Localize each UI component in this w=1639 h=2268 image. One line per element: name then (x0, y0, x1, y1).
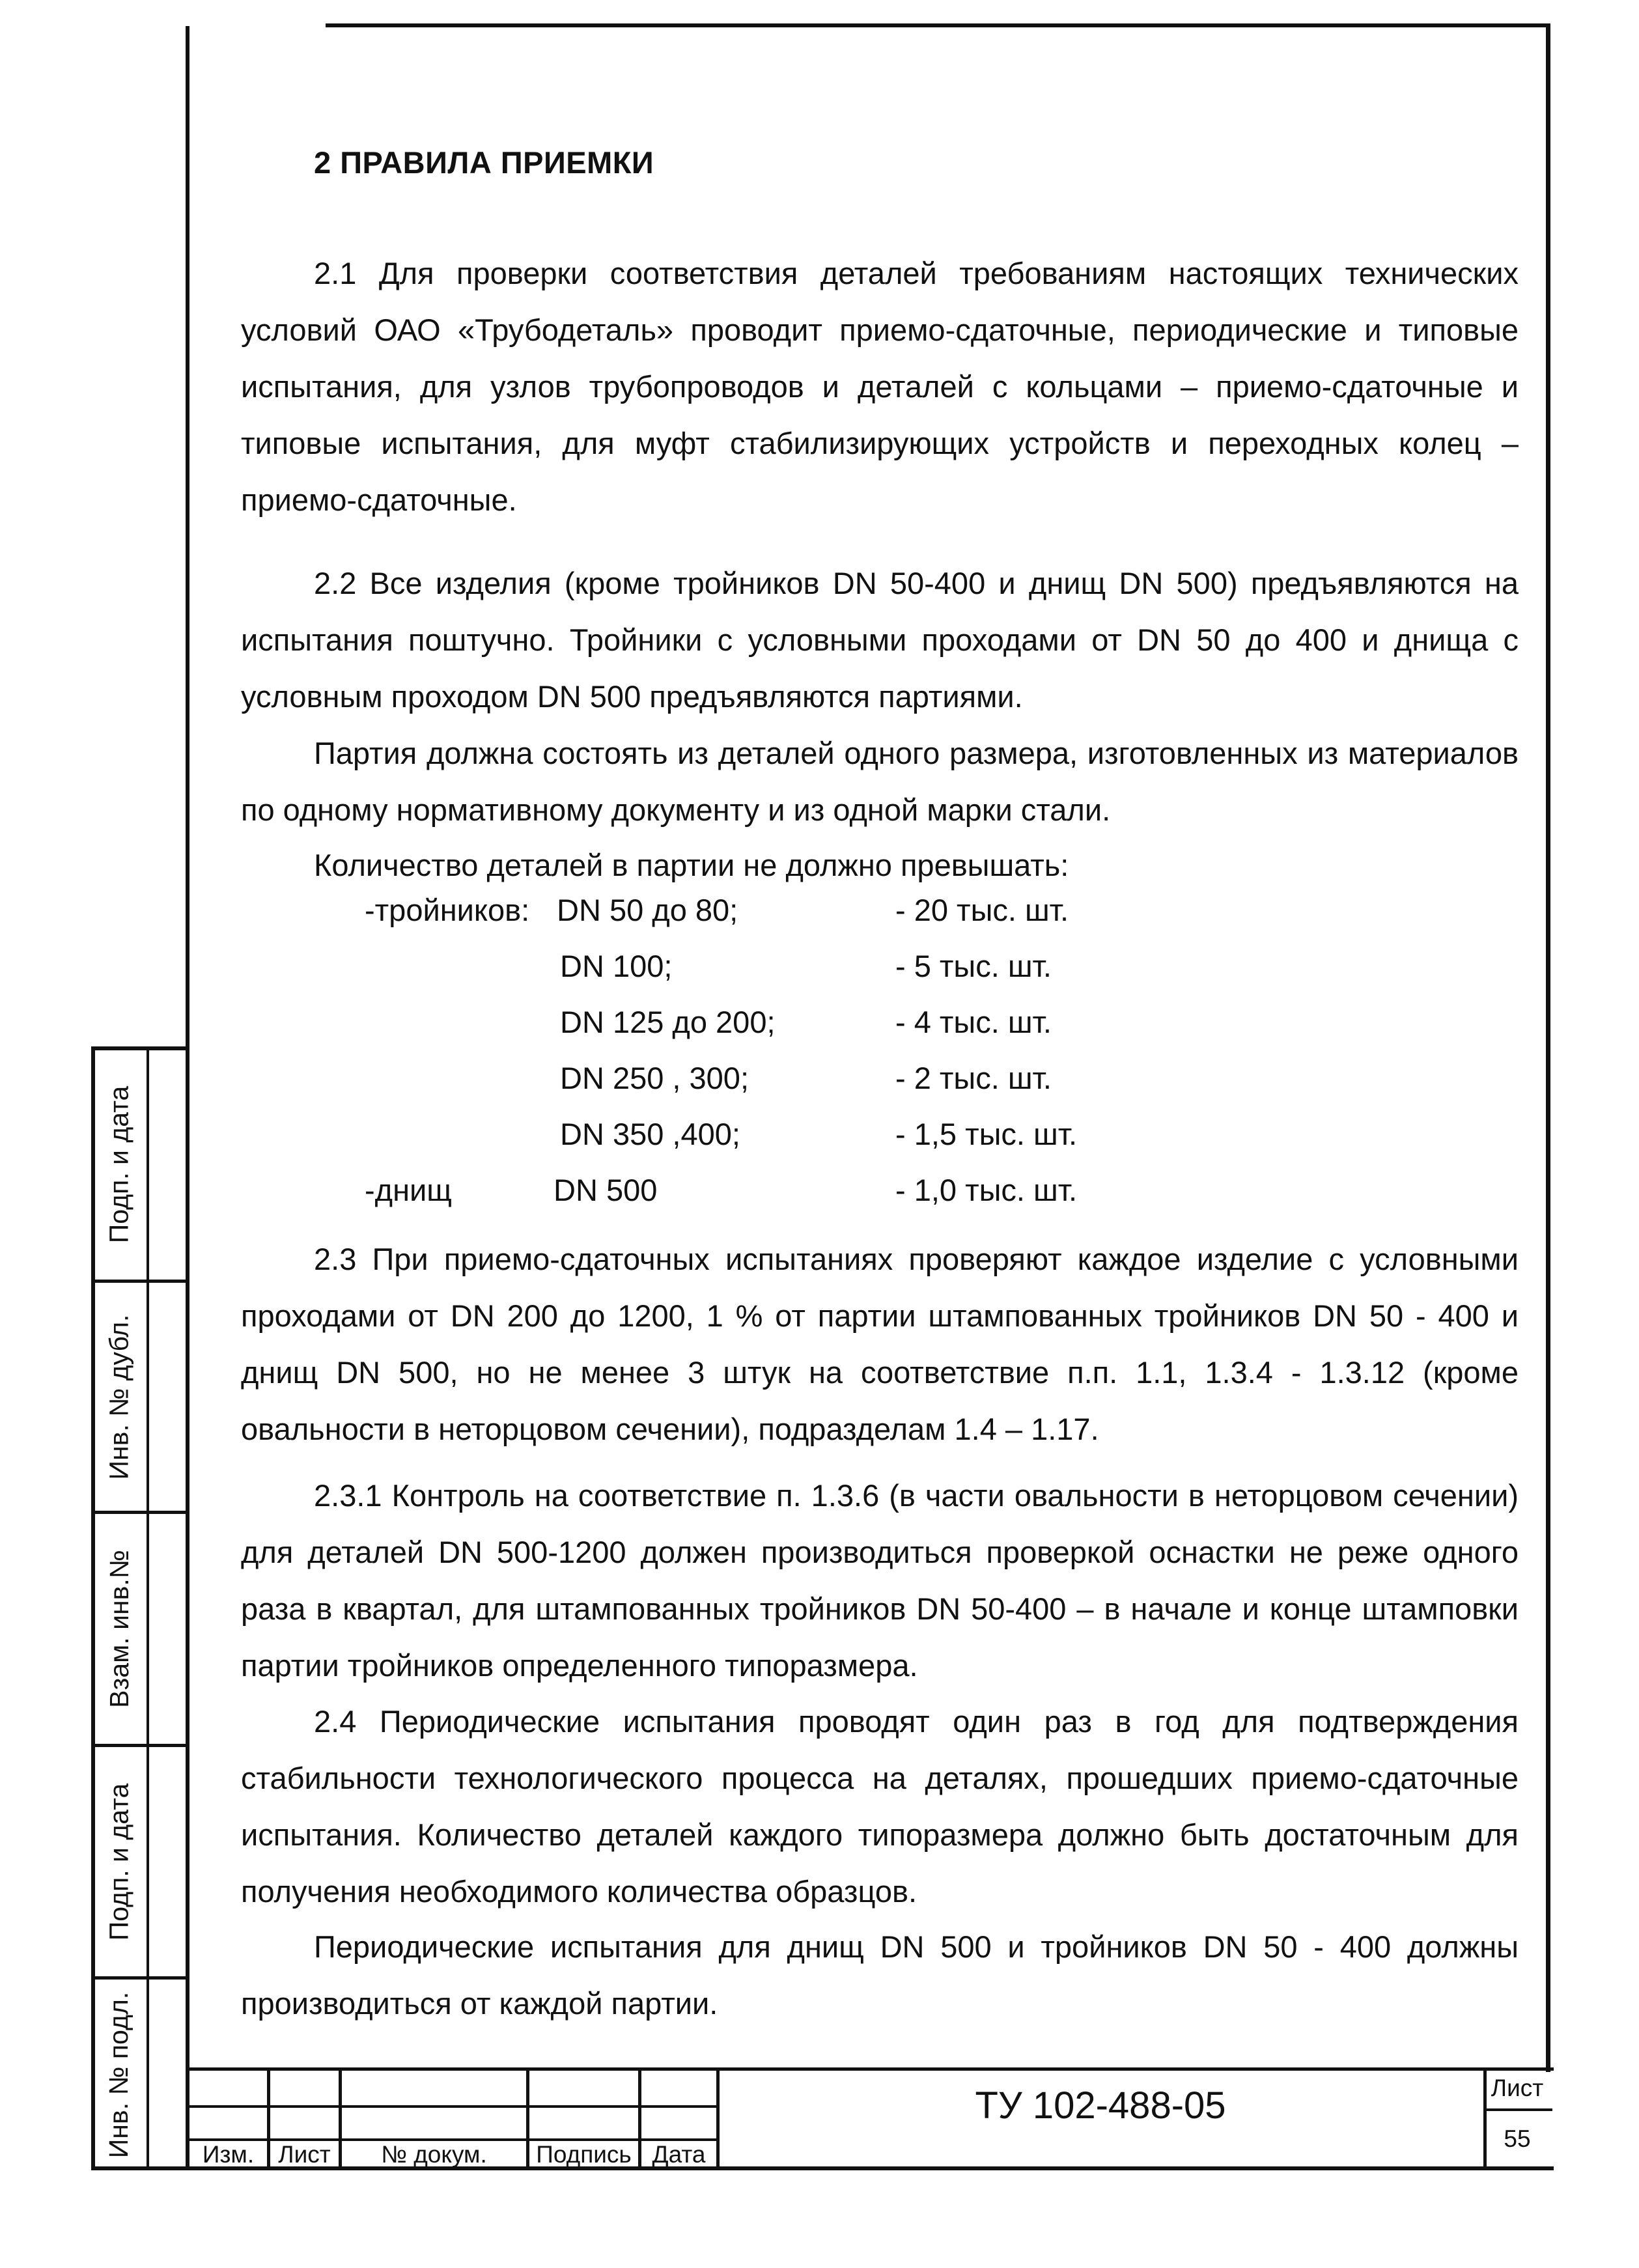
paragraph-batch: Партия должна состоять из деталей одного размера, изготовленных из материалов по одному нормативному документу и из одной марки стали. (241, 736, 1519, 827)
document-code: ТУ 102-488-05 (975, 2084, 1226, 2127)
side-cell-signature-date-2 (91, 1744, 189, 1976)
quantity-limit: - 1,0 тыс. шт. (895, 1173, 1078, 1207)
side-label: Инв. № подл. (104, 1991, 134, 2159)
quantity-kind: -днищ (365, 1173, 452, 1207)
quantity-limit: - 1,5 тыс. шт. (895, 1117, 1078, 1151)
quantity-size: DN 50 до 80; (557, 893, 738, 927)
caption-date: Дата (652, 2141, 706, 2168)
side-label: Подп. и дата (104, 1783, 134, 1940)
side-cell-signature-date-1 (91, 1046, 189, 1280)
quantity-size: DN 500 (553, 1173, 658, 1207)
paragraph-2-4: 2.4 Периодические испытания проводят один раз в год для подтверждения стабильности технологического процесса на деталях, прошедших приемо-сдаточные испытания. Количество деталей каждого типоразмера должно быть достаточным для получения необходимого количества образцов. (241, 1704, 1519, 1909)
caption-signature: Подпись (536, 2141, 632, 2168)
side-label: Подп. и дата (104, 1085, 134, 1244)
paragraph-2-1: 2.1 Для проверки соответствия деталей требованиям настоящих технических условий ОАО «Трубодеталь» проводит приемо-сдаточные, периодические и типовые испытания, для узлов трубопроводов и деталей с кольцами – приемо-сдаточные и типовые испытания, для муфт стабилизирующих устройств и переходных колец – приемо-сдаточные. (241, 256, 1519, 517)
title-block-top-line (186, 2067, 1554, 2071)
quantity-limit: - 4 тыс. шт. (895, 1005, 1052, 1039)
paragraph-2-3: 2.3 При приемо-сдаточных испытаниях проверяют каждое изделие с условными проходами от DN 200 до 1200, 1 % от партии штампованных тройников DN 50 - 400 и днищ DN 500, но не менее 3 штук на соответствие п.п. 1.1, 1.3.4 - 1.3.12 (кроме овальности в неторцовом сечении), подразделам 1.4 – 1.17. (241, 1242, 1519, 1446)
quantity-size: DN 350 ,400; (560, 1117, 740, 1151)
quantity-size: DN 100; (560, 949, 673, 983)
side-label: Взам. инв.№ (104, 1550, 134, 1708)
paragraph-quantity-intro: Количество деталей в партии не должно превышать: (314, 848, 1069, 882)
side-label: Инв. № дубл. (104, 1314, 134, 1479)
side-cell-replace-inv (91, 1511, 189, 1744)
caption-revision: Изм. (202, 2141, 255, 2168)
paragraph-periodic: Периодические испытания для днищ DN 500 и тройников DN 50 - 400 должны производиться от каждой партии. (241, 1929, 1519, 2021)
section-heading: 2 ПРАВИЛА ПРИЕМКИ (314, 145, 654, 180)
quantity-limit: - 5 тыс. шт. (895, 949, 1052, 983)
quantity-limit: - 2 тыс. шт. (895, 1061, 1052, 1095)
side-cell-dup-inv (91, 1280, 189, 1511)
frame-right-line (1546, 23, 1550, 2072)
frame-top-line (326, 23, 1550, 27)
paragraph-2-2: 2.2 Все изделия (кроме тройников DN 50-400 и днищ DN 500) предъявляются на испытания поштучно. Тройники с условными проходами от DN 50 до 400 и днища с условным проходом DN 500 предъявляются партиями. (241, 566, 1519, 714)
caption-doc-number: № докум. (381, 2141, 487, 2168)
sheet-number: 55 (1504, 2125, 1531, 2152)
quantity-size: DN 250 , 300; (560, 1061, 749, 1095)
quantity-size: DN 125 до 200; (560, 1005, 776, 1039)
caption-sheet: Лист (278, 2141, 331, 2168)
side-cell-orig-inv (91, 1976, 189, 2170)
sheet-cell-divider (1485, 2108, 1552, 2111)
quantity-kind: -тройников: (365, 893, 530, 927)
quantity-limit: - 20 тыс. шт. (895, 893, 1069, 927)
paragraph-2-3-1: 2.3.1 Контроль на соответствие п. 1.3.6 (в части овальности в неторцовом сечении) для деталей DN 500-1200 должен производиться проверкой оснастки не реже одного раза в квартал, для штампованных тройников DN 50-400 – в начале и конце штамповки партии тройников определенного типоразмера. (241, 1478, 1519, 1683)
sheet-label: Лист (1491, 2075, 1544, 2101)
